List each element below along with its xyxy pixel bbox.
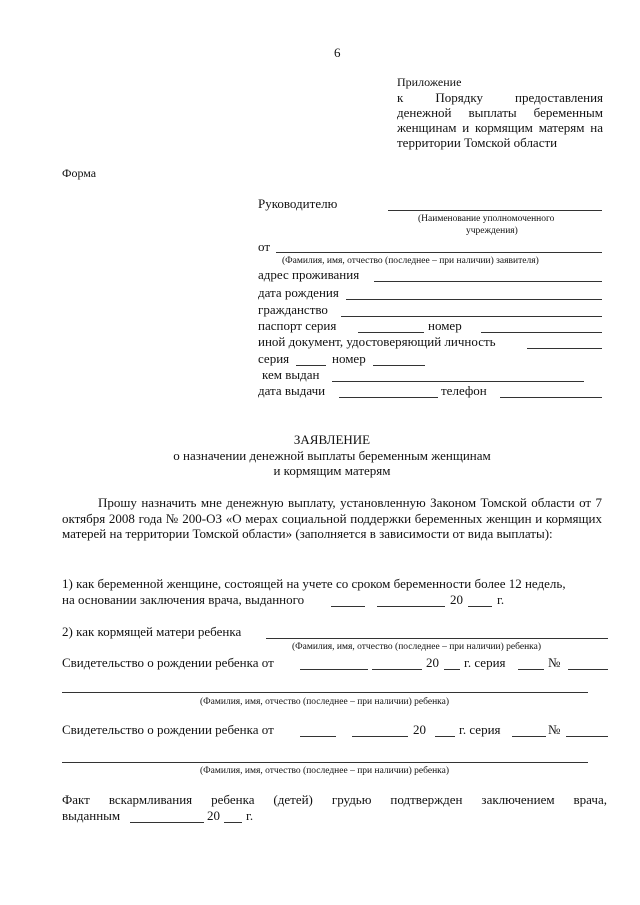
birth-cert-1-month-field[interactable] [372,669,422,670]
birth-cert-2-month-field[interactable] [352,736,408,737]
birth-cert-2-label: Свидетельство о рождении ребенка от [62,722,274,737]
address-field[interactable] [374,281,602,282]
child-3-fio-caption: (Фамилия, имя, отчество (последнее – при наличии) ребенка) [200,766,450,776]
applicant-fio-caption: (Фамилия, имя, отчество (последнее – при наличии) заявителя) [282,256,539,266]
address-label: адрес проживания [258,267,360,282]
child-3-fio-field[interactable] [62,762,588,763]
birth-cert-1-year-prefix: 20 [426,655,439,670]
child-2-fio-caption: (Фамилия, имя, отчество (последнее – при наличии) ребенка) [200,697,450,707]
appendix-text: к Порядку предоставления денежной выплаты беременным женщинам и кормящим матерям на территории Томской области [397,90,603,150]
issue-date-label: дата выдачи [258,383,326,398]
passport-series-label: паспорт серия [258,318,337,333]
form-label: Форма [62,166,97,180]
doc-number-field[interactable] [373,365,425,366]
series-field[interactable] [296,365,326,366]
from-label: от [258,239,271,254]
child-fio-field[interactable] [266,638,608,639]
intro-paragraph: Прошу назначить мне денежную выплату, установленную Законом Томской области от 7 октября 2008 года № 200-ОЗ «О мерах социальной поддержки беременных женщин и кормящих матерей на территории Томской области» (заполняется в зависимости от вида выплаты): [62,495,602,541]
document-subtitle-1: о назначении денежной выплаты беременным женщинам [173,448,491,463]
birth-cert-1-label: Свидетельство о рождении ребенка от [62,655,274,670]
page-number: 6 [334,45,341,60]
item1-line1: 1) как беременной женщине, состоящей на учете со сроком беременности более 12 недель, [62,576,566,591]
appendix-title: Приложение [397,75,462,89]
citizenship-label: гражданство [258,302,328,317]
doc-number-label: номер [332,351,366,366]
issue-date-field[interactable] [339,397,438,398]
phone-field[interactable] [500,397,602,398]
birth-cert-2-number-field[interactable] [566,736,608,737]
birth-cert-2-number-label: № [548,722,561,737]
document-subtitle-2: и кормящим матерям [273,463,391,478]
institution-field[interactable] [388,210,602,211]
institution-caption-2: учреждения) [466,226,518,236]
child-fio-caption: (Фамилия, имя, отчество (последнее – при наличии) ребенка) [292,642,542,652]
issued-by-field[interactable] [332,381,584,382]
breastfeed-year-field[interactable] [224,822,242,823]
item1-year-field[interactable] [468,606,492,607]
birth-cert-2-series-field[interactable] [512,736,546,737]
item1-month-field[interactable] [377,606,445,607]
passport-number-label: номер [428,318,462,333]
birth-cert-2-series-label: г. серия [459,722,501,737]
item1-year-prefix: 20 [450,592,463,607]
phone-label: телефон [441,383,487,398]
to-label: Руководителю [258,196,338,211]
passport-series-field[interactable] [358,332,424,333]
birth-cert-2-year-field[interactable] [435,736,455,737]
series-label: серия [258,351,290,366]
document-title: ЗАЯВЛЕНИЕ [293,432,371,447]
child-2-fio-field[interactable] [62,692,588,693]
birth-cert-2-day-field[interactable] [300,736,336,737]
item1-day-field[interactable] [331,606,365,607]
applicant-fio-field[interactable] [276,252,602,253]
birth-cert-1-number-field[interactable] [568,669,608,670]
breastfeed-line1: Факт вскармливания ребенка (детей) грудью подтвержден заключением врача, [62,792,607,807]
institution-caption: (Наименование уполномоченного [418,214,555,224]
citizenship-field[interactable] [341,316,602,317]
breastfeed-year-prefix: 20 [207,808,220,823]
passport-number-field[interactable] [481,332,602,333]
item1-year-suffix: г. [497,592,505,607]
birth-cert-2-year-prefix: 20 [413,722,426,737]
birth-cert-1-number-label: № [548,655,561,670]
breastfeed-date-field[interactable] [130,822,204,823]
other-doc-field[interactable] [527,348,602,349]
birth-date-label: дата рождения [258,285,339,300]
birth-cert-1-series-label: г. серия [464,655,506,670]
birth-cert-1-day-field[interactable] [300,669,368,670]
birth-date-field[interactable] [346,299,602,300]
birth-cert-1-series-field[interactable] [518,669,544,670]
other-doc-label: иной документ, удостоверяющий личность [258,334,496,349]
breastfeed-year-suffix: г. [246,808,254,823]
item2-label: 2) как кормящей матери ребенка [62,624,242,639]
issued-by-label: кем выдан [262,367,320,382]
item1-line2: на основании заключения врача, выданного [62,592,305,607]
breastfeed-issued-label: выданным [62,808,121,823]
birth-cert-1-year-field[interactable] [444,669,460,670]
